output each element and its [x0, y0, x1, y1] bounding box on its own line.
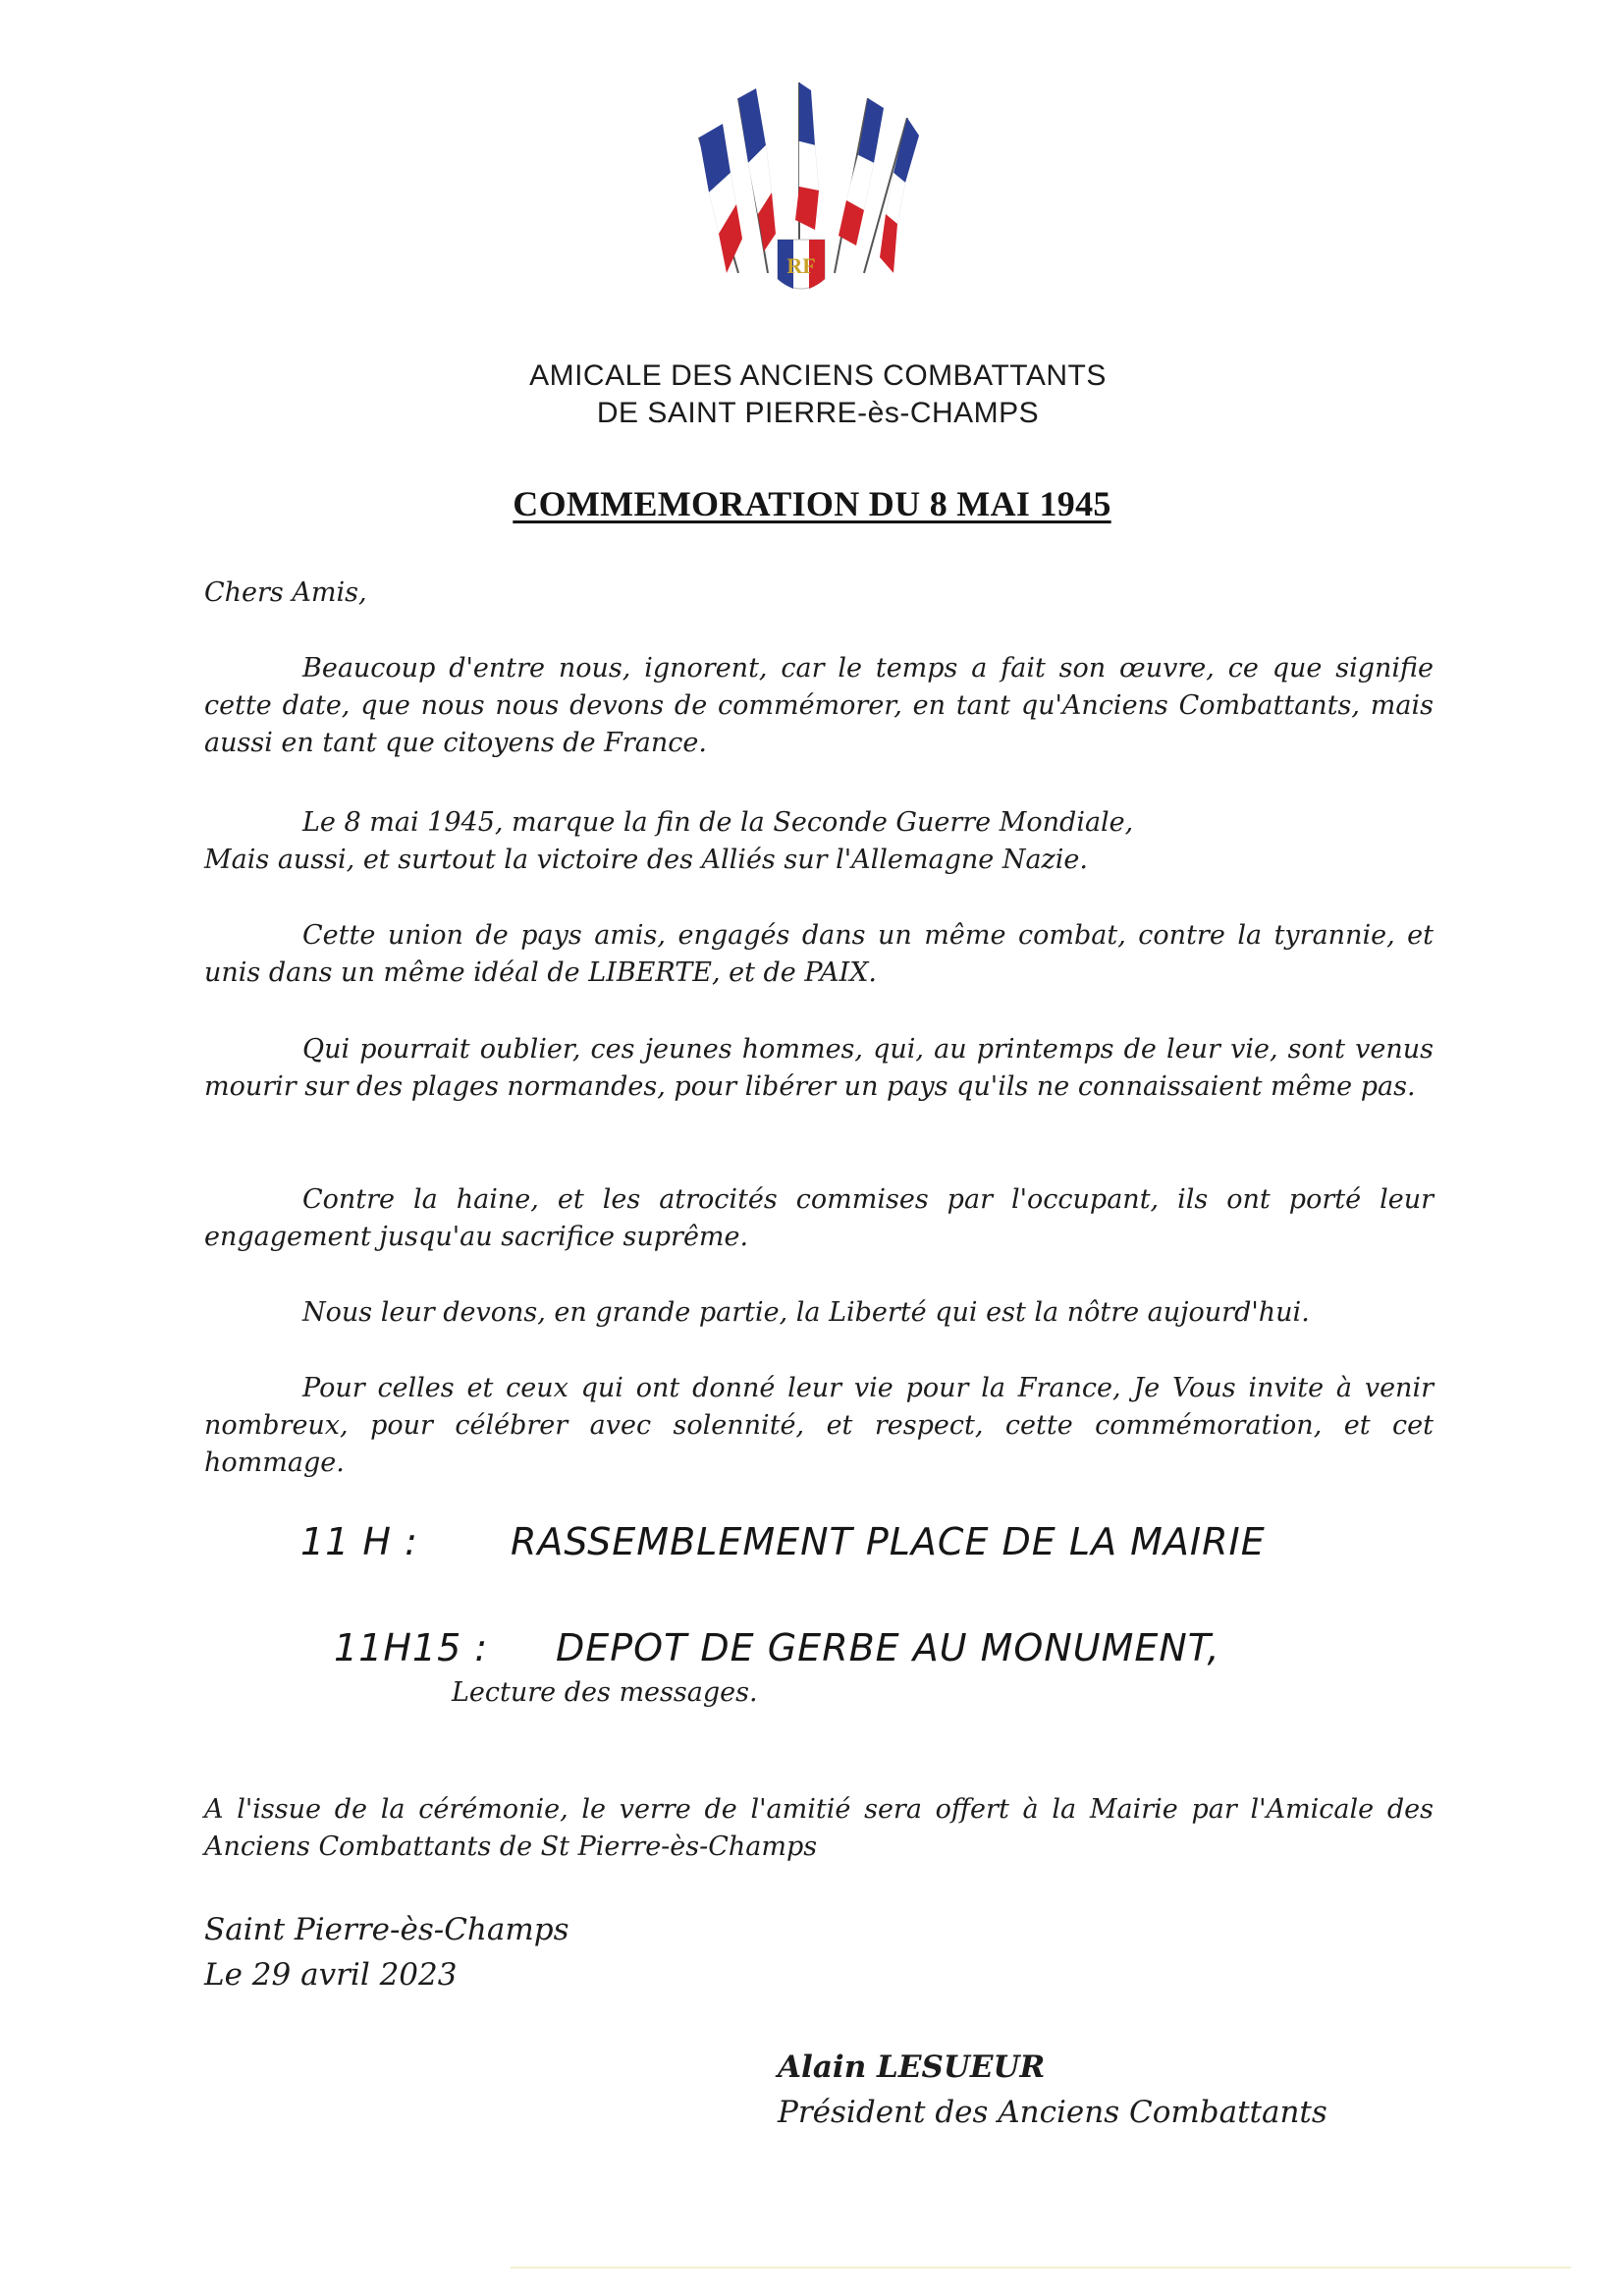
organization-name-line2: DE SAINT PIERRE-ès-CHAMPS — [596, 397, 1040, 429]
paragraph-1: Beaucoup d'entre nous, ignorent, car le temps a fait son œuvre, ce que signifie cette date, que nous nous devons de commémorer, en tant qu'Anciens Combattants, mais aussi en tant que citoyens de France. — [204, 653, 1434, 758]
signature-block — [778, 2045, 1327, 2135]
paragraph-4: Qui pourrait oublier, ces jeunes hommes, qui, au printemps de leur vie, sont venus mourir sur des plages normandes, pour libérer un pays qu'ils ne connaissaient même pas. — [204, 1034, 1434, 1102]
organization-name-line1: AMICALE DES ANCIENS COMBATTANTS — [529, 359, 1107, 392]
paragraph-3: Cette union de pays amis, engagés dans un même combat, contre la tyrannie, et unis dans un même idéal de LIBERTE, et de PAIX. — [204, 920, 1434, 988]
date: Le 29 avril 2023 — [204, 1957, 458, 1993]
closing-paragraph: A l'issue de la cérémonie, le verre de l'amitié sera offert à la Mairie par l'Amicale des Anciens Combattants de St Pierre-ès-Champs — [204, 1794, 1434, 1862]
program-time-2: 11H15 : — [334, 1626, 489, 1669]
paragraph-2-line-2: Mais aussi, et surtout la victoire des Alliés sur l'Allemagne Nazie. — [204, 845, 1088, 875]
signatory-role: Président des Anciens Combattants — [778, 2095, 1327, 2130]
program-time-1: 11 H : — [300, 1520, 418, 1563]
svg-text:RF: RF — [786, 253, 816, 278]
paragraph-7: Pour celles et ceux qui ont donné leur vie pour la France, Je Vous invite à venir nombreux, pour célébrer avec solennité, et respect, cette commémoration, et cet hommage. — [204, 1373, 1434, 1478]
paragraph-6: Nous leur devons, en grande partie, la Liberté qui est la nôtre aujourd'hui. — [302, 1297, 1310, 1328]
program-item-2: DEPOT DE GERBE AU MONUMENT, — [556, 1626, 1220, 1669]
place-and-date — [204, 1907, 569, 1997]
rf-shield-icon — [778, 240, 825, 289]
scan-edge-line — [511, 2267, 1571, 2269]
place: Saint Pierre-ès-Champs — [204, 1912, 569, 1947]
french-flags-rf-emblem-icon — [677, 77, 943, 312]
salutation: Chers Amis, — [204, 577, 367, 608]
paragraph-5: Contre la haine, et les atrocités commises par l'occupant, ils ont porté leur engagement jusqu'au sacrifice suprême. — [204, 1184, 1434, 1252]
program-item-1: RASSEMBLEMENT PLACE DE LA MAIRIE — [511, 1520, 1266, 1563]
signatory-name: Alain LESUEUR — [778, 2050, 1046, 2085]
paragraph-2: Le 8 mai 1945, marque la fin de la Seconde Guerre Mondiale, Mais aussi, et surtout la victoire des Alliés sur l'Allemagne Nazie. — [204, 804, 1434, 879]
page-title: COMMEMORATION DU 8 MAI 1945 — [513, 484, 1111, 523]
program-note-2: Lecture des messages. — [452, 1677, 758, 1708]
